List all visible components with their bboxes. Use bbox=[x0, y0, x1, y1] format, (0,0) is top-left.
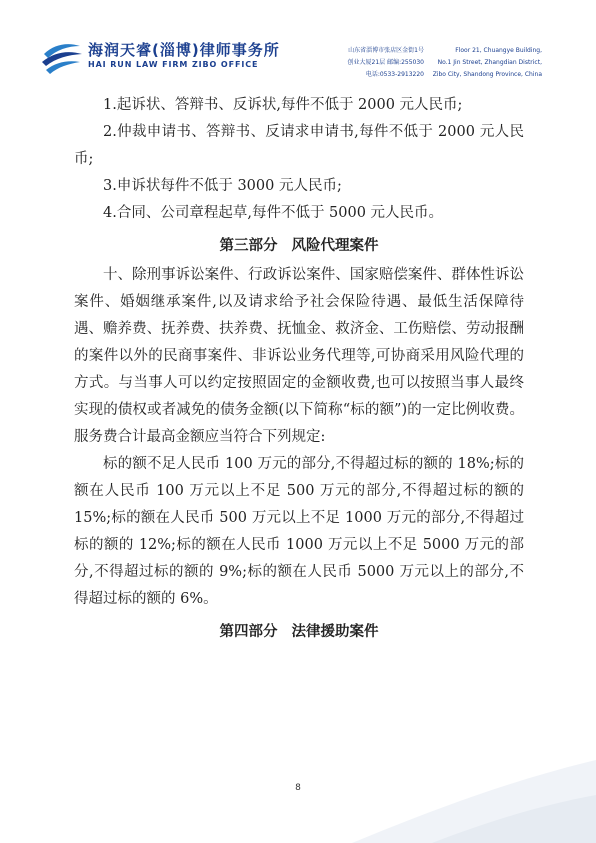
document-body bbox=[74, 92, 524, 648]
address-en bbox=[424, 45, 542, 81]
fee-item: 3.申诉状每件不低于 3000 元人民币; bbox=[103, 178, 342, 194]
address-cn-line: 电话:0533-2913220 bbox=[365, 71, 424, 78]
paragraph-10: 十、除刑事诉讼案件、行政诉讼案件、国家赔偿案件、群体性诉讼案件、婚姻继承案件,以及请求给予社会保险待遇、最低生活保障待遇、赡养费、抚养费、扶养费、抚恤金、救济金、工伤赔偿、劳动报酬的案件以外的民商事案件、非诉讼业务代理等,可协商采用风险代理的方式。与当事人可以约定按照固定的金额收费,也可以按照当事人最终实现的债权或者减免的债务金额(以下简称“标的额”)的一定比例收费。服务费合计最高金额应当符合下列规定: bbox=[74, 267, 524, 445]
firm-name-cn: 海润天睿(淄博)律师事务所 bbox=[88, 41, 280, 59]
rate-paragraph: 标的额不足人民币 100 万元的部分,不得超过标的额的 18%;标的额在人民币 100 万元以上不足 500 万元的部分,不得超过标的额的 15%;标的额在人民币 500 万元以上不足 1000 万元的部分,不得超过标的额的 12%;标的额在人民币 1000 万元以上不足 5000 万元的部分,不得超过标的额的 9%;标的额在人民币 5000 万元以上的部分,不得超过标的额的 6%。 bbox=[74, 456, 524, 607]
firm-name-en: HAI RUN LAW FIRM ZIBO OFFICE bbox=[88, 60, 259, 69]
address-en-line: Floor 21, Chuangye Building, bbox=[455, 47, 542, 54]
fee-item: 2.仲裁申请书、答辩书、反请求申请书,每件不低于 2000 元人民币; bbox=[74, 124, 524, 167]
letterhead bbox=[0, 0, 596, 82]
section-4-part: 第四部分 bbox=[219, 624, 278, 640]
firm-logo-icon bbox=[40, 36, 84, 76]
decorative-watermark-icon bbox=[312, 750, 596, 843]
fee-item: 1.起诉状、答辩书、反诉状,每件不低于 2000 元人民币; bbox=[103, 97, 463, 113]
section-4-name: 法律援助案件 bbox=[291, 624, 379, 640]
section-4-heading bbox=[74, 619, 524, 646]
address-en-line: Zibo City, Shandong Province, China bbox=[432, 71, 542, 78]
section-3-name: 风险代理案件 bbox=[291, 238, 379, 254]
page-number: 8 bbox=[295, 783, 301, 793]
address-cn-line: 山东省淄博市张店区金街1号 bbox=[348, 47, 424, 54]
address-cn bbox=[330, 45, 424, 81]
section-3-part: 第三部分 bbox=[219, 238, 278, 254]
address-en-line: No.1 Jin Street, Zhangdian District, bbox=[437, 59, 542, 66]
fee-item: 4.合同、公司章程起草,每件不低于 5000 元人民币。 bbox=[103, 205, 444, 221]
section-3-heading bbox=[74, 233, 524, 260]
address-cn-line: 创业大厦21层 邮编:255030 bbox=[347, 59, 424, 66]
